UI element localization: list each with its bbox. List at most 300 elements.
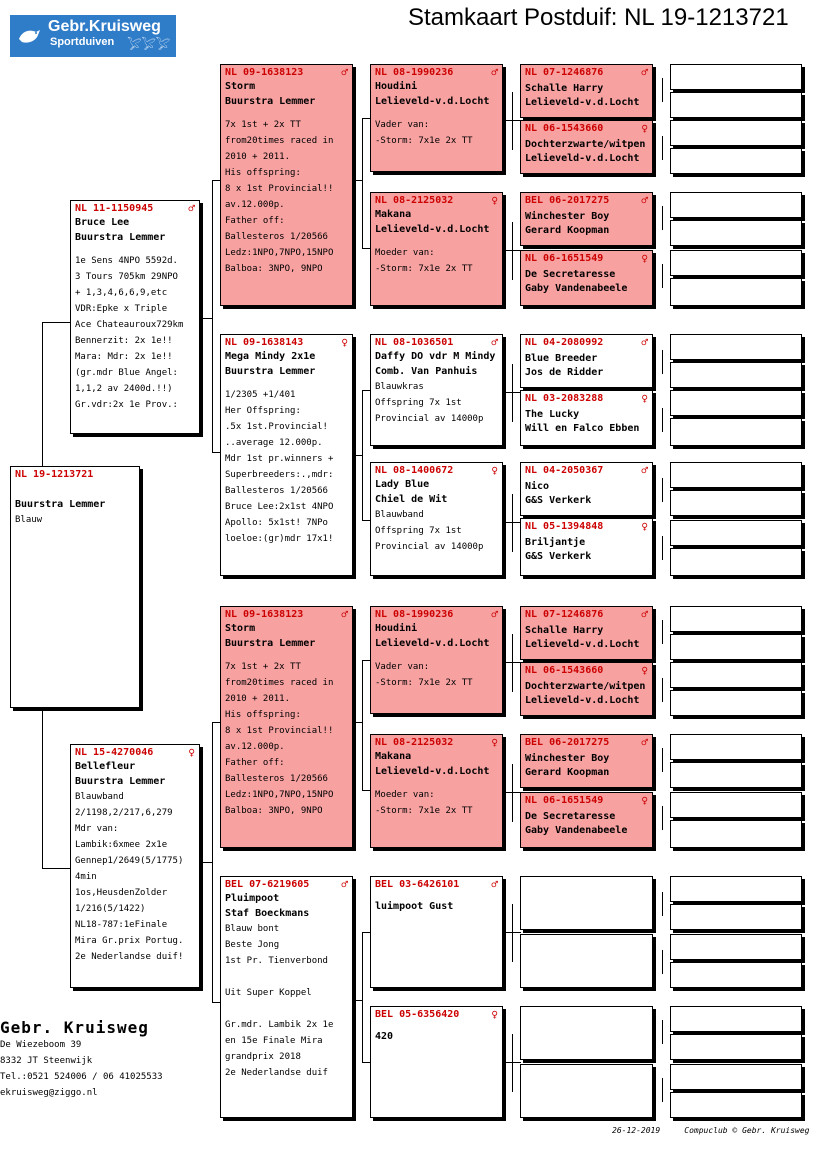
note-line: -Storm: 7x1e 2x TT (375, 678, 473, 688)
note-line: -Storm: 7x1e 2x TT (375, 136, 473, 146)
note-line: 1/2305 +1/401 (225, 390, 296, 400)
connector (662, 136, 663, 160)
note-line: 2e Nederlandse duif (225, 1068, 328, 1078)
sire-card[interactable] (70, 200, 200, 434)
connector (503, 792, 521, 793)
note-line: VDR:Epke x Triple (75, 304, 168, 314)
connector (512, 904, 513, 962)
gen5-card-empty[interactable] (670, 606, 802, 632)
connector (362, 390, 370, 391)
connector (212, 180, 213, 452)
male-icon: ♂ (641, 608, 648, 621)
owner-city: 8332 JT Steenwijk (0, 1056, 93, 1066)
note-line: Gr.mdr. Lambik 2x 1e (225, 1020, 334, 1030)
connector (512, 634, 513, 692)
gen5-card-empty[interactable] (670, 390, 802, 416)
gen5-card-empty[interactable] (670, 418, 802, 446)
connector (362, 790, 370, 791)
male-icon: ♂ (491, 608, 498, 621)
male-icon: ♂ (341, 878, 348, 891)
note-line: Provincial av 14000p (375, 414, 484, 424)
connector (662, 620, 663, 644)
ring-number: NL 08-1990236 (375, 609, 454, 620)
ring-number: BEL 07-6219605 (225, 879, 310, 890)
male-icon: ♂ (491, 336, 498, 349)
pigeon-name: Lady Blue (375, 479, 430, 490)
grandsire-card-storm[interactable] (220, 606, 353, 848)
note-line: Mdr 1st pr.winners + (225, 454, 334, 464)
note-line: 2e Nederlandse duif! (75, 952, 184, 962)
note-line: Ace Chateauroux729km (75, 320, 184, 330)
gen5-card-empty[interactable] (670, 690, 802, 716)
connector (362, 1062, 370, 1063)
logo-subtitle: Sportduiven (50, 36, 115, 48)
owner-name: Buurstra Lemmer (225, 96, 316, 107)
male-icon: ♂ (641, 336, 648, 349)
connector (662, 536, 663, 560)
male-icon: ♂ (491, 66, 498, 79)
note-line: Her Offspring: (225, 406, 301, 416)
gen5-card-empty[interactable] (670, 220, 802, 246)
connector (353, 722, 362, 723)
ring-number: NL 06-1651549 (525, 253, 604, 264)
connector (662, 1020, 663, 1044)
connector (662, 892, 663, 916)
connector (362, 660, 370, 661)
ring-number: BEL 05-6356420 (375, 1009, 460, 1020)
pigeon-name: Schalle Harry (525, 625, 604, 636)
note-line: Beste Jong (225, 940, 280, 950)
gen4-card-lucky[interactable] (520, 390, 653, 446)
female-icon: ♀ (491, 194, 498, 207)
gen5-card-empty[interactable] (670, 362, 802, 388)
gen3-card-420[interactable] (370, 1006, 503, 1118)
note-line: 4min (75, 872, 97, 882)
ring-number: NL 07-1246876 (525, 609, 604, 620)
owner-name: Lelieveld-v.d.Locht (375, 224, 490, 235)
note-line: Balboa: 3NPO, 9NPO (225, 806, 323, 816)
gen5-card-empty[interactable] (670, 490, 802, 516)
gen4-card-harry[interactable] (520, 64, 653, 118)
male-icon: ♂ (641, 66, 648, 79)
gen5-card-empty[interactable] (670, 1092, 802, 1118)
connector (503, 392, 521, 393)
connector (662, 478, 663, 502)
connector (362, 932, 370, 933)
note-line: Ballesteros 1/20566 (225, 774, 328, 784)
gen5-card-empty[interactable] (670, 192, 802, 218)
note-line: av.12.000p. (225, 742, 285, 752)
note-line: Ballesteros 1/20566 (225, 486, 328, 496)
connector (362, 248, 370, 249)
gen4-card-dochter[interactable] (520, 120, 653, 174)
pigeon-name: Mega Mindy 2x1e (225, 351, 316, 362)
connector (662, 950, 663, 974)
gen4-card-winchester[interactable] (520, 192, 653, 246)
connector (503, 250, 521, 251)
ring-number: BEL 06-2017275 (525, 195, 610, 206)
gen4-card-nico[interactable] (520, 462, 653, 516)
owner-name: Gaby Vandenabeele (525, 283, 628, 294)
note-line: 7x 1st + 2x TT (225, 120, 301, 130)
female-icon: ♀ (641, 122, 648, 135)
connector (512, 764, 513, 822)
connector (42, 322, 70, 323)
owner-name: Gebr. Kruisweg (0, 1018, 149, 1037)
pigeon-name: Bruce Lee (75, 217, 130, 228)
note-line: Father off: (225, 758, 285, 768)
gen5-card-empty[interactable] (670, 792, 802, 818)
owner-name: Lelieveld-v.d.Locht (375, 96, 490, 107)
note-line: from20times raced in (225, 136, 334, 146)
connector (512, 222, 513, 280)
gen5-card-empty[interactable] (670, 1034, 802, 1060)
ring-number: NL 19-1213721 (15, 469, 94, 480)
connector (353, 455, 362, 456)
note-line: en 15e Finale Mira (225, 1036, 323, 1046)
note-line: 8 x 1st Provincial!! (225, 726, 334, 736)
pigeon-name: 420 (375, 1031, 394, 1042)
note-line: Bennerzit: 2x 1e!! (75, 336, 173, 346)
note-line: Blauwkras (375, 382, 424, 392)
note-line: + 1,3,4,6,6,9,etc (75, 288, 168, 298)
pigeon-name: Houdini (375, 81, 418, 92)
note-line: Bruce Lee:2x1st 4NPO (225, 502, 334, 512)
owner-name: Buurstra Lemmer (225, 638, 316, 649)
gen5-card-empty[interactable] (670, 762, 802, 788)
owner-name: Chiel de Wit (375, 494, 448, 505)
ring-number: NL 09-1638143 (225, 337, 304, 348)
note-line: His offspring: (225, 168, 301, 178)
note-line: from20times raced in (225, 678, 334, 688)
pigeon-name: Winchester Boy (525, 211, 610, 222)
owner-name: Jos de Ridder (525, 367, 604, 378)
owner-name: Lelieveld-v.d.Locht (375, 766, 490, 777)
male-icon: ♂ (641, 736, 648, 749)
connector (662, 1078, 663, 1102)
ring-number: NL 11-1150945 (75, 203, 154, 214)
gen5-card-empty[interactable] (670, 1006, 802, 1032)
connector (353, 1000, 362, 1001)
owner-name: Gerard Koopman (525, 767, 610, 778)
female-icon: ♀ (641, 520, 648, 533)
connector (512, 364, 513, 422)
note-line: Lambik:6xmee 2x1e (75, 840, 168, 850)
gen5-card-empty[interactable] (670, 120, 802, 146)
gen4-card-secretaresse[interactable] (520, 250, 653, 306)
dam-card[interactable] (70, 744, 200, 988)
note-line: Ballesteros 1/20566 (225, 232, 328, 242)
connector (662, 350, 663, 374)
gen5-card-empty[interactable] (670, 334, 802, 360)
note-line: grandprix 2018 (225, 1052, 301, 1062)
note-line: 2010 + 2011. (225, 152, 291, 162)
pigeon-name: Dochterzwarte/witpen (525, 681, 646, 692)
ring-number: NL 03-2083288 (525, 393, 604, 404)
pigeon-name: The Lucky (525, 409, 580, 420)
ring-number: NL 09-1638123 (225, 67, 304, 78)
note-line: Mira Gr.prix Portug. (75, 936, 184, 946)
male-icon: ♂ (341, 66, 348, 79)
note-line: av.12.000p. (225, 200, 285, 210)
gen4-card-empty[interactable] (520, 1064, 653, 1118)
pigeon-name: Makana (375, 751, 412, 762)
gen5-card-empty[interactable] (670, 1064, 802, 1090)
connector (42, 322, 43, 470)
note-line: NL18-787:1eFinale (75, 920, 168, 930)
note-line: Ledz:1NPO,7NPO,15NPO (225, 248, 334, 258)
owner-name: Will en Falco Ebben (525, 423, 640, 434)
ring-number: NL 04-2050367 (525, 465, 604, 476)
owner-block (0, 1018, 163, 1101)
flock-icon: 𓅯𓅯𓅯 (127, 38, 170, 52)
male-icon: ♂ (641, 464, 648, 477)
owner-name: Comb. Van Panhuis (375, 366, 478, 377)
female-icon: ♀ (188, 746, 195, 759)
gen4-card-secretaresse[interactable] (520, 792, 653, 848)
gen4-card-bluebreeder[interactable] (520, 334, 653, 388)
gen5-card-empty[interactable] (670, 876, 802, 902)
note-line: Vader van: (375, 120, 430, 130)
gen3-card-houdini[interactable] (370, 64, 503, 172)
connector (362, 520, 370, 521)
gen5-card-empty[interactable] (670, 820, 802, 848)
gen5-card-empty[interactable] (670, 904, 802, 930)
pigeon-name: Blue Breeder (525, 353, 598, 364)
ring-number: BEL 06-2017275 (525, 737, 610, 748)
note-line (225, 1001, 348, 1017)
gen5-card-empty[interactable] (670, 634, 802, 660)
gen3-card-houdini[interactable] (370, 606, 503, 714)
gen3-card-makana[interactable] (370, 192, 503, 306)
note-line (225, 969, 348, 985)
note-line: Moeder van: (375, 790, 435, 800)
owner-name: Staf Boeckmans (225, 908, 310, 919)
owner-address: De Wiezeboom 39 (0, 1040, 82, 1050)
note-line: 2/1198,2/217,6,279 (75, 808, 173, 818)
pigeon-icon (16, 23, 42, 49)
pigeon-name: Bellefleur (75, 761, 136, 772)
note-line: 1e Sens 4NPO 5592d. (75, 256, 178, 266)
gen3-card-makana[interactable] (370, 734, 503, 848)
connector (503, 120, 521, 121)
footer-credit: Compuclub © Gebr. Kruisweg (684, 1126, 810, 1135)
female-icon: ♀ (491, 464, 498, 477)
gen4-card-empty[interactable] (520, 876, 653, 930)
connector (662, 748, 663, 772)
gen5-card-empty[interactable] (670, 250, 802, 276)
gen4-card-harry[interactable] (520, 606, 653, 660)
connector (512, 92, 513, 150)
ring-number: NL 06-1543660 (525, 665, 604, 676)
gen5-card-empty[interactable] (670, 548, 802, 576)
note-line: 1st Pr. Tienverbond (225, 956, 328, 966)
gen5-card-empty[interactable] (670, 64, 802, 90)
grandsire-card-pluimpoot[interactable] (220, 876, 353, 1118)
owner-name: Buurstra Lemmer (15, 499, 106, 510)
note-line: Blauwband (75, 792, 124, 802)
female-icon: ♀ (641, 252, 648, 265)
gen5-card-empty[interactable] (670, 662, 802, 688)
note-line: (gr.mdr Blue Angel: (75, 368, 178, 378)
connector (662, 78, 663, 102)
ring-number: NL 04-2080992 (525, 337, 604, 348)
note-line: Gennep1/2649(5/1775) (75, 856, 184, 866)
owner-name: Lelieveld-v.d.Locht (525, 695, 640, 706)
note-line: -Storm: 7x1e 2x TT (375, 264, 473, 274)
female-icon: ♀ (641, 392, 648, 405)
ring-number: NL 06-1651549 (525, 795, 604, 806)
page-title: Stamkaart Postduif: NL 19-1213721 (408, 4, 789, 31)
ring-number: NL 08-2125032 (375, 195, 454, 206)
note-line: ..average 12.000p. (225, 438, 323, 448)
footer (612, 1126, 810, 1135)
connector (662, 206, 663, 230)
pigeon-color: Blauw (15, 515, 43, 525)
connector (200, 862, 212, 863)
gen5-card-empty[interactable] (670, 734, 802, 760)
pigeon-name: Nico (525, 481, 550, 492)
note-line: Blauwband (375, 510, 424, 520)
gen4-card-empty[interactable] (520, 1006, 653, 1060)
note-line: 1/216(5/1422) (75, 904, 146, 914)
note-line: loeloe:(gr)mdr 17x1! (225, 534, 334, 544)
connector (503, 932, 521, 933)
male-icon: ♂ (188, 202, 195, 215)
pigeon-name: Storm (225, 623, 256, 634)
female-icon: ♀ (341, 336, 348, 349)
note-line: 2010 + 2011. (225, 694, 291, 704)
gen5-card-empty[interactable] (670, 148, 802, 174)
connector (512, 494, 513, 552)
owner-name: Lelieveld-v.d.Locht (525, 639, 640, 650)
note-line: His offspring: (225, 710, 301, 720)
pigeon-name: luimpoot Gust (375, 901, 454, 912)
pigeon-name: De Secretaresse (525, 811, 616, 822)
owner-phone: Tel.:0521 524006 / 06 41025533 (0, 1072, 163, 1082)
connector (362, 660, 363, 790)
owner-name: Lelieveld-v.d.Locht (375, 638, 490, 649)
pigeon-name: Schalle Harry (525, 83, 604, 94)
note-line: Apollo: 5x1st! 7NPo (225, 518, 328, 528)
ring-number: NL 09-1638123 (225, 609, 304, 620)
connector (512, 1034, 513, 1092)
logo (10, 15, 176, 57)
note-line: Mara: Mdr: 2x 1e!! (75, 352, 173, 362)
owner-name: Buurstra Lemmer (75, 232, 166, 243)
ring-number: NL 08-2125032 (375, 737, 454, 748)
note-line: 1,1,2 av 2400d.!!) (75, 384, 173, 394)
ring-number: NL 06-1543660 (525, 123, 604, 134)
gen5-card-empty[interactable] (670, 520, 802, 546)
ring-number: NL 05-1394848 (525, 521, 604, 532)
male-icon: ♂ (341, 608, 348, 621)
note-line: 3 Tours 705km 29NPO (75, 272, 178, 282)
note-line: 1os,HeusdenZolder (75, 888, 168, 898)
subject-card[interactable] (10, 466, 140, 708)
note-line: Offspring 7x 1st (375, 526, 462, 536)
owner-name: Gerard Koopman (525, 225, 610, 236)
ring-number: NL 08-1990236 (375, 67, 454, 78)
owner-name: G&S Verkerk (525, 495, 592, 506)
male-icon: ♂ (641, 194, 648, 207)
owner-name: Buurstra Lemmer (75, 776, 166, 787)
owner-name: Gaby Vandenabeele (525, 825, 628, 836)
connector (362, 118, 370, 119)
connector (662, 678, 663, 702)
owner-name: Lelieveld-v.d.Locht (525, 153, 640, 164)
gen5-card-empty[interactable] (670, 92, 802, 118)
connector (362, 932, 363, 1062)
pigeon-name: Briljantje (525, 537, 586, 548)
pigeon-name: Winchester Boy (525, 753, 610, 764)
ring-number: NL 08-1036501 (375, 337, 454, 348)
connector (353, 180, 362, 181)
gen3-card-luimpoot[interactable] (370, 876, 503, 988)
logo-name: Gebr.Kruisweg (48, 18, 161, 35)
connector (503, 662, 521, 663)
note-line: Gr.vdr:2x 1e Prov.: (75, 400, 178, 410)
note-line: -Storm: 7x1e 2x TT (375, 806, 473, 816)
female-icon: ♀ (641, 794, 648, 807)
ring-number: BEL 03-6426101 (375, 879, 460, 890)
note-line: Moeder van: (375, 248, 435, 258)
connector (662, 806, 663, 830)
gen5-card-empty[interactable] (670, 462, 802, 488)
gen5-card-empty[interactable] (670, 962, 802, 988)
pigeon-name: Dochterzwarte/witpen (525, 139, 646, 150)
gen4-card-briljantje[interactable] (520, 518, 653, 576)
female-icon: ♀ (641, 664, 648, 677)
gen5-card-empty[interactable] (670, 278, 802, 306)
gen5-card-empty[interactable] (670, 934, 802, 960)
note-line: Offspring 7x 1st (375, 398, 462, 408)
grandsire-card-storm[interactable] (220, 64, 353, 306)
male-icon: ♂ (491, 878, 498, 891)
gen3-card-ladyblue[interactable] (370, 462, 503, 576)
note-line: Vader van: (375, 662, 430, 672)
note-line: Provincial av 14000p (375, 542, 484, 552)
owner-email[interactable]: ekruisweg@ziggo.nl (0, 1088, 98, 1098)
pigeon-name: Pluimpoot (225, 893, 280, 904)
gen4-card-empty[interactable] (520, 934, 653, 988)
gen3-card-daffy[interactable] (370, 334, 503, 446)
connector (362, 390, 363, 520)
connector (42, 708, 43, 868)
connector (362, 118, 363, 248)
note-line: 8 x 1st Provincial!! (225, 184, 334, 194)
footer-date: 26-12-2019 (612, 1126, 661, 1135)
pigeon-name: De Secretaresse (525, 269, 616, 280)
ring-number: NL 15-4270046 (75, 747, 154, 758)
pigeon-name: Daffy DO vdr M Mindy (375, 351, 496, 362)
connector (503, 1062, 521, 1063)
note-line: Father off: (225, 216, 285, 226)
connector (662, 264, 663, 288)
note-line: Superbreeders:.,mdr: (225, 470, 334, 480)
connector (503, 522, 521, 523)
gen4-card-winchester[interactable] (520, 734, 653, 788)
gen4-card-dochter[interactable] (520, 662, 653, 716)
connector (212, 722, 213, 1002)
female-icon: ♀ (491, 1008, 498, 1021)
pigeon-name: Houdini (375, 623, 418, 634)
pigeon-name: Makana (375, 209, 412, 220)
granddam-card-mindy[interactable] (220, 334, 353, 576)
note-line: Uit Super Koppel (225, 988, 312, 998)
owner-name: G&S Verkerk (525, 551, 592, 562)
note-line: 7x 1st + 2x TT (225, 662, 301, 672)
